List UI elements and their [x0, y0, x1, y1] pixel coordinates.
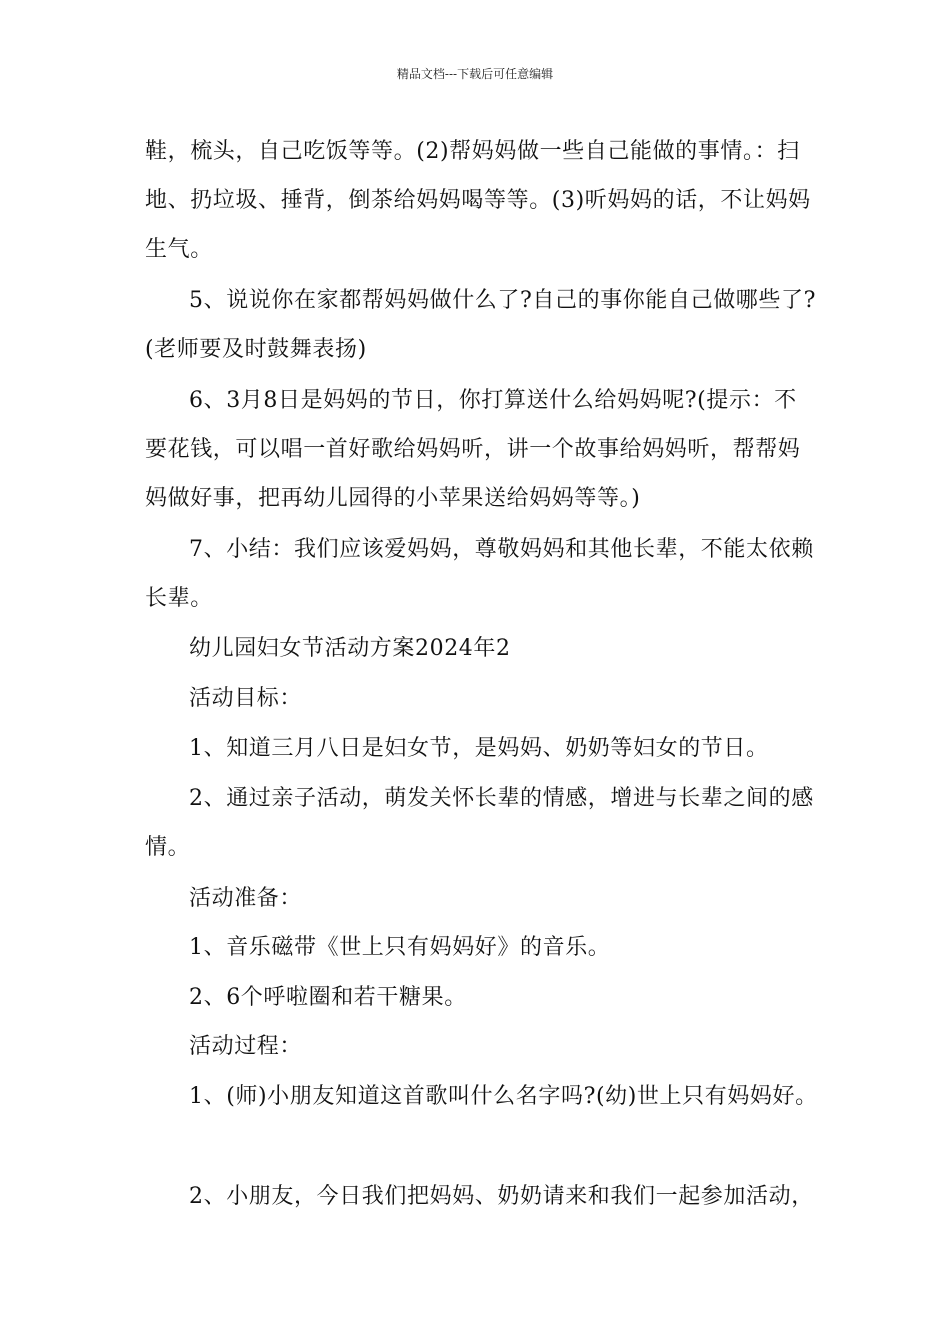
text-line: 2、6个呼啦圈和若干糖果。	[189, 985, 467, 1010]
text-line: 要花钱，可以唱一首好歌给妈妈听，讲一个故事给妈妈听，帮帮妈	[145, 437, 801, 462]
text-line: 2、小朋友，今日我们把妈妈、奶奶请来和我们一起参加活动，	[189, 1184, 814, 1209]
text-line: 1、知道三月八日是妇女节，是妈妈、奶奶等妇女的节日。	[189, 736, 769, 761]
text-line: 5、说说你在家都帮妈妈做什么了?自己的事你能自己做哪些了?	[189, 288, 816, 313]
subheading-activity-process: 活动过程：	[189, 1034, 303, 1059]
text-line: 情。	[145, 835, 191, 860]
subheading-activity-prep: 活动准备：	[189, 886, 303, 911]
text-line: 地、扔垃圾、捶背，倒茶给妈妈喝等等。(3)听妈妈的话，不让妈妈	[145, 188, 811, 213]
text-line: 7、小结：我们应该爱妈妈，尊敬妈妈和其他长辈，不能太依赖	[189, 537, 814, 562]
text-line: 长辈。	[145, 586, 213, 611]
subheading-activity-goals: 活动目标：	[189, 686, 303, 711]
text-line: 妈做好事，把再幼儿园得的小苹果送给妈妈等等。)	[145, 486, 641, 511]
section-heading: 幼儿园妇女节活动方案2024年2	[189, 636, 511, 661]
text-line: 生气。	[145, 237, 213, 262]
text-line: 鞋，梳头，自己吃饭等等。(2)帮妈妈做一些自己能做的事情。：扫	[145, 139, 800, 164]
text-line: 1、音乐磁带《世上只有妈妈好》的音乐。	[189, 935, 611, 960]
text-line: 6、3月8日是妈妈的节日，你打算送什么给妈妈呢?(提示：不	[189, 388, 797, 413]
page-header: 精品文档---下载后可任意编辑	[396, 67, 554, 81]
text-line: 2、通过亲子活动，萌发关怀长辈的情感，增进与长辈之间的感	[189, 786, 814, 811]
text-line: (老师要及时鼓舞表扬)	[145, 337, 367, 362]
text-line: 1、(师)小朋友知道这首歌叫什么名字吗?(幼)世上只有妈妈好。	[189, 1084, 818, 1109]
